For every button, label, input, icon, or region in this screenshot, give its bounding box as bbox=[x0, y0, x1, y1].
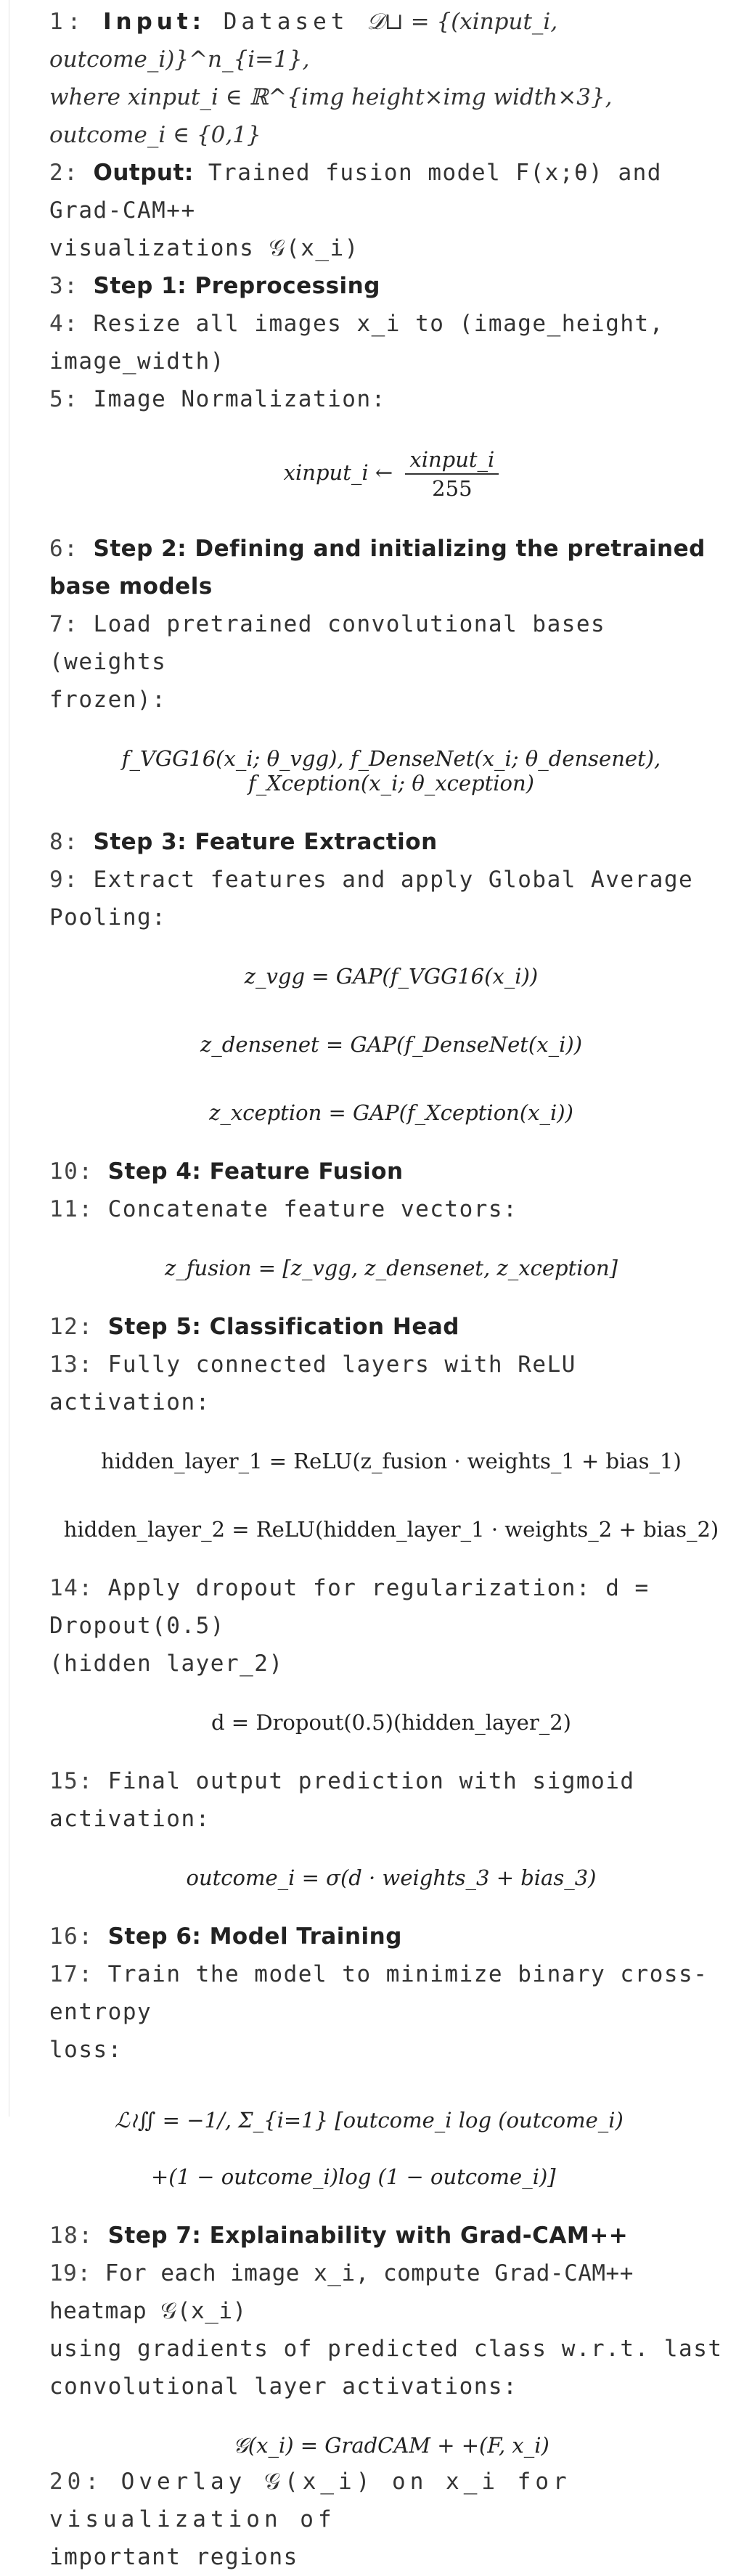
line-10: 10: Step 4: Feature Fusion bbox=[49, 1158, 404, 1185]
hidden-layer-1-equation: hidden_layer_1 = ReLU(z_fusion · weights_1 + bias_1) bbox=[101, 1449, 682, 1473]
line-15: 15: Final output prediction with sigmoid activation: bbox=[49, 1768, 635, 1832]
line-19-cont-2: convolutional layer activations: bbox=[49, 2373, 518, 2400]
hidden-layer-2-equation: hidden_layer_2 = ReLU(hidden_layer_1 · weights_2 + bias_2) bbox=[63, 1517, 719, 1542]
line-13: 13: Fully connected layers with ReLU activation: bbox=[49, 1352, 576, 1415]
line-14: 14: Apply dropout for regularization: d = Dropout(0.5) bbox=[49, 1575, 650, 1639]
dropout-equation: d = Dropout(0.5)(hidden_layer_2) bbox=[211, 1710, 571, 1735]
line-2-cont: visualizations 𝒢(x_i) bbox=[49, 235, 359, 261]
line-20-cont: important regions bbox=[49, 2544, 298, 2570]
line-1: 1: Input: Dataset 𝒟⊔ = {(xinput_i, outcome_i)}^n_{i=1}, bbox=[49, 9, 558, 73]
line-8: 8: Step 3: Feature Extraction bbox=[49, 829, 438, 855]
z-densenet-equation: z_densenet = GAP(f_DenseNet(x_i)) bbox=[200, 1032, 583, 1057]
base-models-equation: f_VGG16(x_i; θ_vgg), f_DenseNet(x_i; θ_densenet), f_Xception(x_i; θ_xception) bbox=[121, 746, 661, 796]
line-20: 20: Overlay 𝒢(x_i) on x_i for visualization of bbox=[49, 2469, 571, 2532]
z-vgg-equation: z_vgg = GAP(f_VGG16(x_i)) bbox=[244, 964, 539, 989]
gradcam-equation: 𝒢(x_i) = GradCAM + +(F, x_i) bbox=[233, 2433, 549, 2458]
line-16: 16: Step 6: Model Training bbox=[49, 1923, 402, 1950]
output-equation: outcome_i = σ(d · weights_3 + bias_3) bbox=[186, 1865, 597, 1890]
line-19-cont-1: using gradients of predicted class w.r.t. last bbox=[49, 2336, 723, 2362]
line-7: 7: Load pretrained convolutional bases (weights bbox=[49, 611, 606, 675]
line-3: 3: Step 1: Preprocessing bbox=[49, 273, 380, 299]
line-12: 12: Step 5: Classification Head bbox=[49, 1314, 459, 1340]
line-7-cont: frozen): bbox=[49, 687, 167, 713]
line-17: 17: Train the model to minimize binary cross-entropy bbox=[49, 1961, 708, 2025]
line-18: 18: Step 7: Explainability with Grad-CAM++ bbox=[49, 2223, 629, 2249]
line-9: 9: Extract features and apply Global Average Pooling: bbox=[49, 867, 694, 931]
line-6: 6: Step 2: Defining and initializing the pretrained bbox=[49, 536, 706, 562]
line-6-cont: base models bbox=[49, 573, 213, 600]
line-1-cont: where xinput_i ∈ ℝ^{img height×img width×3}, outcome_i ∈ {0,1} bbox=[49, 84, 613, 148]
normalization-fraction: $\frac{\text{xinput\_i}}{255}$ bbox=[405, 446, 499, 502]
loss-equation-line-1: ℒ≀∬ = −1/, Σ_{i=1} [outcome_i log (outcome_i) bbox=[115, 2108, 624, 2133]
line-2: 2: Output: Trained fusion model F(x;θ) and Grad-CAM++ bbox=[49, 160, 662, 224]
line-17-cont: loss: bbox=[49, 2037, 123, 2063]
algorithm-block bbox=[49, 3, 733, 2576]
line-19: 19: For each image x_i, compute Grad-CAM++ heatmap 𝒢(x_i) bbox=[49, 2260, 634, 2324]
normalization-equation: xinput_i ← $\frac{\text{xinput\_i}}{255}$ bbox=[49, 446, 733, 502]
line-5: 5: Image Normalization: bbox=[49, 386, 386, 412]
z-xception-equation: z_xception = GAP(f_Xception(x_i)) bbox=[209, 1100, 573, 1125]
line-11: 11: Concatenate feature vectors: bbox=[49, 1196, 518, 1222]
line-14-cont: (hidden layer_2) bbox=[49, 1651, 284, 1677]
line-4: 4: Resize all images x_i to (image_height, image_width) bbox=[49, 311, 664, 375]
loss-equation-line-2: +(1 − outcome_i)log (1 − outcome_i)] bbox=[151, 2164, 556, 2189]
z-fusion-equation: z_fusion = [z_vgg, z_densenet, z_xception] bbox=[165, 1256, 618, 1280]
